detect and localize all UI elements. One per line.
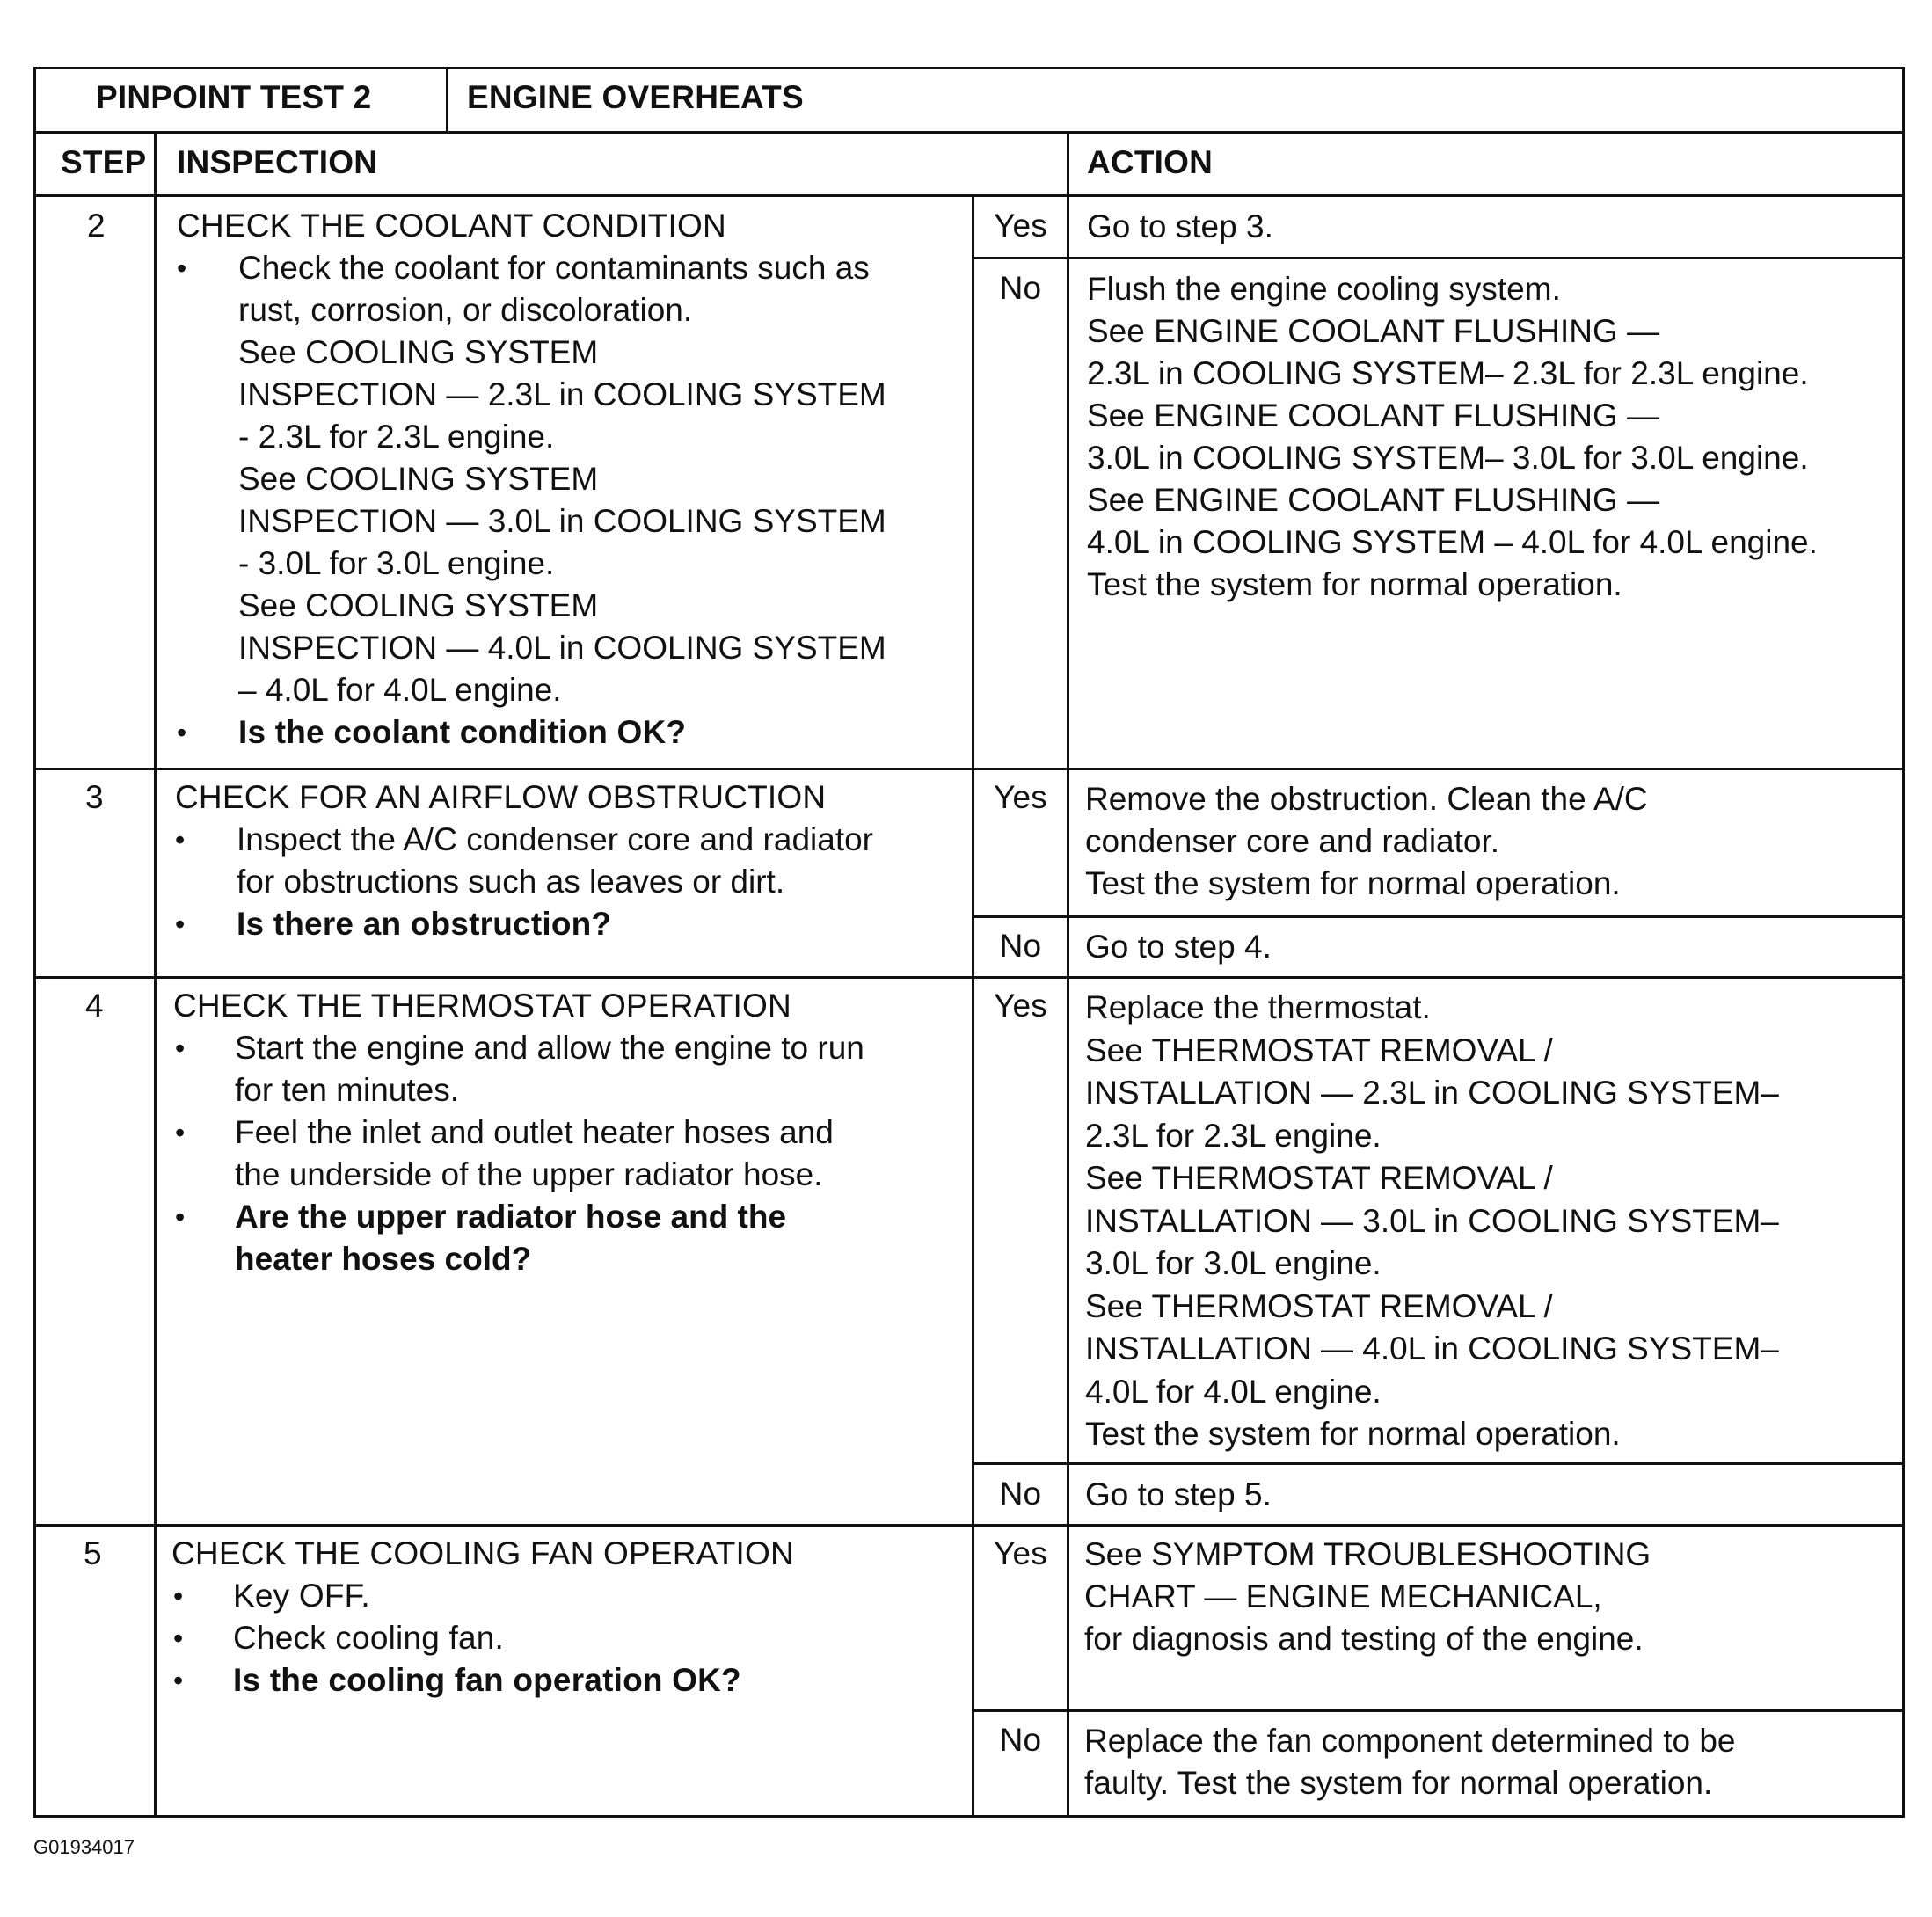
no-label: No — [999, 270, 1042, 306]
step-title: CHECK FOR AN AIRFLOW OBSTRUCTION — [175, 779, 827, 815]
bullet-text: Check cooling fan. — [233, 1620, 505, 1656]
no-action: Go to step 5. — [1085, 1476, 1272, 1512]
pinpoint-test-table — [33, 67, 1905, 1818]
step-number: 4 — [85, 988, 104, 1024]
rule-step5-yes — [972, 1709, 1905, 1712]
no-action: Flush the engine cooling system. See ENGINE COOLANT FLUSHING — 2.3L in COOLING SYSTEM– 2.3L for 2.3L engine. See ENGINE COOLANT FLUSHING — 3.0L in COOLING SYSTEM– 3.0L for 3.0L engine. See ENGINE COOLANT FLUSHING — 4.0L in COOLING SYSTEM – 4.0L for 4.0L engine. Test the system for normal operation. — [1087, 271, 1818, 602]
rule-columns — [36, 194, 1905, 197]
rule-step4-yes — [972, 1462, 1905, 1465]
yes-label: Yes — [994, 208, 1047, 244]
bullet: • — [173, 1665, 184, 1696]
rule-step3 — [36, 976, 1905, 979]
step-number: 2 — [87, 208, 106, 244]
column-action: ACTION — [1087, 144, 1214, 180]
step-question: Is the coolant condition OK? — [238, 714, 687, 750]
rule-step2-yes — [972, 257, 1905, 259]
yes-label: Yes — [994, 779, 1047, 815]
step-title: CHECK THE THERMOSTAT OPERATION — [173, 988, 791, 1024]
rule-step-col — [154, 131, 157, 1818]
bullet: • — [173, 1622, 184, 1654]
yes-action: Remove the obstruction. Clean the A/C condenser core and radiator. Test the system for normal operation. — [1085, 781, 1648, 901]
bullet: • — [177, 252, 187, 284]
step-title: CHECK THE COOLING FAN OPERATION — [171, 1535, 794, 1571]
bullet-text: Inspect the A/C condenser core and radiator for obstructions such as leaves or dirt. — [237, 821, 873, 900]
yes-action: Go to step 3. — [1087, 208, 1273, 244]
bullet-text: Check the coolant for contaminants such as rust, corrosion, or discoloration. See COOLING SYSTEM INSPECTION — 2.3L in COOLING SYSTEM - 2.3L for 2.3L engine. See COOLING SYSTEM INSPECTION — 3.0L in COOLING SYSTEM - 3.0L for 3.0L engine. See COOLING SYSTEM INSPECTION — 4.0L in COOLING SYSTEM – 4.0L for 4.0L engine. — [238, 250, 886, 708]
no-action: Go to step 4. — [1085, 929, 1272, 965]
bullet: • — [177, 717, 187, 748]
yes-label: Yes — [994, 1535, 1047, 1571]
pinpoint-test-label: PINPOINT TEST 2 — [96, 79, 372, 115]
bullet: • — [175, 908, 186, 940]
bullet: • — [175, 824, 186, 856]
rule-title-divider — [446, 69, 448, 131]
column-step: STEP — [61, 144, 147, 180]
column-inspection: INSPECTION — [177, 144, 378, 180]
bullet: • — [175, 1201, 186, 1233]
bullet: • — [173, 1580, 184, 1612]
bullet-text: Start the engine and allow the engine to run for ten minutes. — [235, 1030, 864, 1108]
bullet-text: Feel the inlet and outlet heater hoses and the underside of the upper radiator hose. — [235, 1114, 834, 1192]
no-label: No — [999, 1476, 1042, 1512]
rule-step4 — [36, 1524, 1905, 1527]
yes-action: See SYMPTOM TROUBLESHOOTING CHART — ENGINE MECHANICAL, for diagnosis and testing of the engine. — [1084, 1536, 1651, 1657]
step-question: Is the cooling fan operation OK? — [233, 1662, 741, 1698]
step-number: 5 — [84, 1535, 102, 1571]
step-number: 3 — [85, 779, 104, 815]
step-question: Is there an obstruction? — [237, 906, 612, 942]
pinpoint-test-title: ENGINE OVERHEATS — [467, 79, 804, 115]
yes-action: Replace the thermostat. See THERMOSTAT REMOVAL / INSTALLATION — 2.3L in COOLING SYSTEM– 2.3L for 2.3L engine. See THERMOSTAT REMOVAL / INSTALLATION — 3.0L in COOLING SYSTEM– 3.0L for 3.0L engine. See THERMOSTAT REMOVAL / INSTALLATION — 4.0L in COOLING SYSTEM– 4.0L for 4.0L engine. Test the system for normal operation. — [1085, 989, 1779, 1452]
step-question: Are the upper radiator hose and the heater hoses cold? — [235, 1199, 787, 1277]
step-title: CHECK THE COOLANT CONDITION — [177, 208, 726, 244]
no-action: Replace the fan component determined to be faulty. Test the system for normal operation. — [1084, 1723, 1736, 1801]
no-label: No — [999, 1722, 1042, 1758]
rule-header — [36, 131, 1905, 134]
bullet-text: Key OFF. — [233, 1578, 370, 1614]
rule-step3-yes — [972, 915, 1905, 918]
bullet: • — [175, 1032, 186, 1064]
rule-action-col — [1067, 131, 1069, 1818]
figure-id: G01934017 — [33, 1836, 135, 1858]
bullet: • — [175, 1117, 186, 1148]
no-label: No — [999, 928, 1042, 964]
yes-label: Yes — [994, 988, 1047, 1024]
rule-step2 — [36, 768, 1905, 770]
